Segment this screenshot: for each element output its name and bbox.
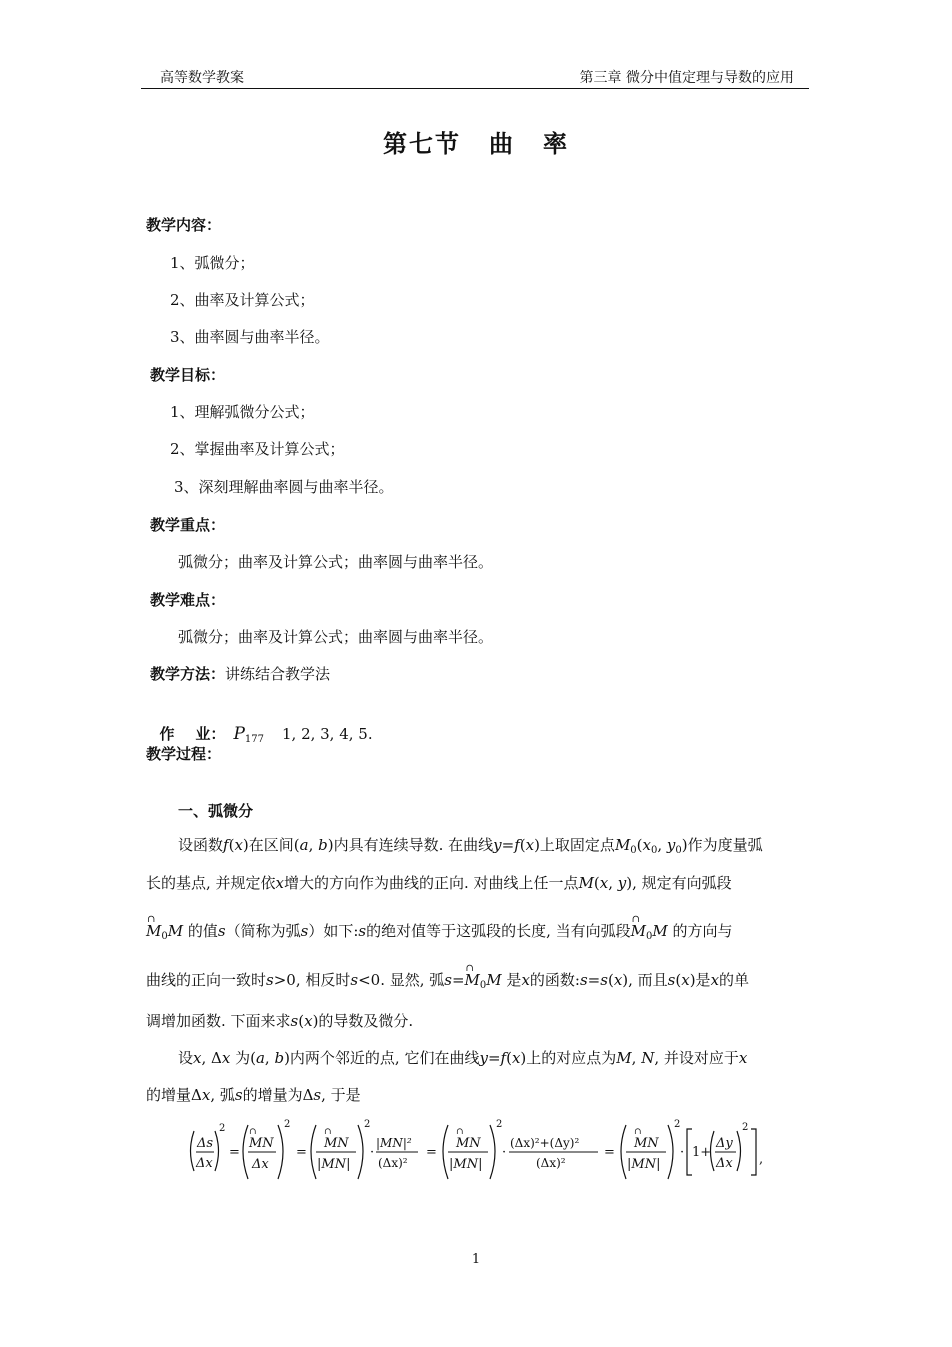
goals-item-2: 2、掌握曲率及计算公式；	[170, 440, 345, 458]
p1-text: (	[593, 874, 600, 892]
p1-var: s	[358, 922, 367, 940]
formula-eq: =	[296, 1145, 307, 1160]
p1-var: s	[290, 1012, 299, 1030]
formula-sq: 2	[219, 1123, 226, 1134]
p2-var: x	[201, 1086, 211, 1104]
homework-label: 作 业：	[159, 725, 226, 743]
p1-sub: 0	[651, 845, 658, 856]
p1-var: x	[234, 836, 243, 854]
homework-page: P	[233, 724, 245, 744]
formula-dx-sq: (Δx)²	[536, 1156, 566, 1170]
p2-var: s	[313, 1086, 322, 1104]
p1-var: x	[275, 874, 285, 892]
header-rule	[141, 88, 809, 89]
p2-text: 为(	[235, 1049, 256, 1067]
p1-sub: 0	[479, 980, 487, 991]
p2-text: =	[487, 1049, 501, 1067]
p1-text: ,	[308, 836, 319, 854]
p1-sub: 0	[645, 931, 653, 942]
p1-var: x	[304, 1012, 313, 1030]
p1-text: )作为度量弧	[681, 836, 763, 854]
p1-text: (	[675, 971, 682, 989]
formula-dot: ·	[680, 1145, 685, 1160]
p1-var: s	[266, 971, 274, 989]
content-item-1: 1、弧微分；	[170, 254, 255, 272]
paragraph1-line5	[146, 1014, 810, 1029]
p1-text: <0. 显然, 弧	[358, 971, 445, 989]
formula-mn-arc: MN	[456, 1136, 481, 1151]
formula-sq: 2	[674, 1119, 681, 1130]
p1-text: (	[607, 971, 614, 989]
header-left: 高等数学教案	[160, 70, 244, 86]
formula-sq: 2	[364, 1119, 371, 1130]
formula-sq: 2	[742, 1122, 749, 1133]
title-part1: 第七节	[383, 129, 461, 158]
p1-text: =	[501, 836, 515, 854]
formula-eq: =	[426, 1145, 437, 1160]
p1-text: 增大的方向作为曲线的正向. 对曲线上任一点	[284, 874, 579, 892]
p1-var: M	[652, 922, 668, 940]
p1-text: )在区间(	[242, 836, 300, 854]
p1-text: ), 而且	[622, 971, 668, 989]
formula-mn-arc: MN	[634, 1136, 659, 1151]
p2-var: a	[255, 1049, 265, 1067]
difficulties-text: 弧微分；曲率及计算公式；曲率圆与曲率半径。	[178, 628, 494, 646]
formula-eq: =	[229, 1145, 240, 1160]
p1-var: f	[514, 836, 520, 854]
goals-item-1: 1、理解弧微分公式；	[170, 403, 315, 421]
p1-text: （简称为弧	[225, 922, 301, 940]
p2-var: s	[234, 1086, 243, 1104]
method-label: 教学方法：	[150, 665, 226, 683]
p1-var: s	[350, 971, 359, 989]
formula-sq: 2	[496, 1119, 503, 1130]
p1-arc-var: ∩ M	[465, 973, 480, 988]
p1-text: )上取固定点	[534, 836, 615, 854]
formula-eq: =	[604, 1145, 615, 1160]
p1-sub: 0	[675, 845, 682, 856]
p1-text: 的单	[719, 971, 750, 989]
formula-sq: 2	[284, 1119, 291, 1130]
page-title	[0, 124, 952, 159]
p2-text: , Δ	[201, 1049, 222, 1067]
formula-abs-mn: |MN|	[449, 1157, 483, 1172]
p1-var: s	[667, 971, 676, 989]
p1-text: 的值	[187, 922, 218, 940]
p1-text: ,	[657, 836, 667, 854]
p1-var: x	[681, 971, 690, 989]
p1-text: (	[519, 836, 526, 854]
formula-abs-mn: |MN|	[627, 1157, 661, 1172]
formula-one-plus: 1+	[692, 1145, 712, 1160]
homework-row	[150, 705, 373, 745]
formula-dx-den: Δx	[716, 1156, 733, 1171]
p1-var: s	[600, 971, 608, 989]
p2-var: N	[641, 1049, 655, 1067]
p2-text: , 于是	[321, 1086, 361, 1104]
p1-var: s	[217, 922, 226, 940]
p2-text: )上的对应点为	[520, 1049, 617, 1067]
p1-text: =	[587, 971, 601, 989]
p1-text: (	[636, 836, 643, 854]
p2-text: , 并设对应于	[654, 1049, 739, 1067]
homework-problems: 1, 2, 3, 4, 5.	[281, 725, 373, 743]
content-item-2: 2、曲率及计算公式；	[170, 291, 315, 309]
p2-var: x	[193, 1049, 202, 1067]
svg-text:∩: ∩	[634, 1127, 642, 1137]
p1-text: 长的基点, 并规定依	[146, 874, 276, 892]
p1-var: x	[613, 971, 623, 989]
formula-comma: ,	[759, 1152, 764, 1167]
p1-arc-var: ∩ M	[631, 924, 646, 939]
p1-var: x	[710, 971, 720, 989]
p2-text: ,	[264, 1049, 275, 1067]
difficulties-label: 教学难点：	[150, 591, 226, 609]
p1-var: b	[318, 836, 328, 854]
p2-text: 设	[178, 1049, 194, 1067]
p2-text: , 弧	[210, 1086, 235, 1104]
p2-text: 的增量Δ	[146, 1086, 202, 1104]
arc-differential-formula	[186, 1117, 776, 1189]
p1-text: 是	[506, 971, 522, 989]
title-part3: 率	[543, 129, 569, 158]
p2-text: 的增量为Δ	[242, 1086, 314, 1104]
p1-text: (	[298, 1012, 305, 1030]
p1-var: a	[299, 836, 309, 854]
p1-text: 曲线的正向一致时	[146, 971, 267, 989]
paragraph1-line4	[146, 973, 810, 993]
svg-text:∩: ∩	[456, 1127, 464, 1137]
p1-var: M	[614, 836, 631, 854]
p1-text: )是	[689, 971, 711, 989]
p1-var: M	[167, 922, 184, 940]
header-right: 第三章 微分中值定理与导数的应用	[579, 70, 794, 86]
keypoints-label: 教学重点：	[150, 516, 226, 534]
formula-dy-num: Δy	[716, 1136, 733, 1151]
p1-var: M	[578, 874, 594, 892]
p1-var: x	[521, 971, 530, 989]
p1-text: )的导数及微分.	[312, 1012, 414, 1030]
p2-var: x	[221, 1049, 231, 1067]
p1-text: ), 规定有向弧段	[626, 874, 732, 892]
process-label: 教学过程：	[146, 745, 222, 763]
p1-sub: 0	[161, 931, 168, 942]
p1-text: 的绝对值等于这弧段的长度, 当有向弧段	[366, 922, 631, 940]
p1-var: x	[599, 874, 609, 892]
formula-abs-mn-sq: |MN|²	[376, 1136, 412, 1150]
p1-text: 的方向与	[672, 922, 733, 940]
formula-sum-sq: (Δx)²+(Δy)²	[510, 1136, 580, 1150]
goals-item-3: 3、深刻理解曲率圆与曲率半径。	[174, 478, 394, 496]
p1-var: y	[493, 836, 502, 854]
content-item-3: 3、曲率圆与曲率半径。	[170, 328, 330, 346]
p1-var: s	[444, 971, 452, 989]
p2-var: x	[511, 1049, 521, 1067]
p1-var: y	[617, 874, 627, 892]
p1-text: 设函数	[178, 836, 224, 854]
formula-dx-sq: (Δx)²	[378, 1156, 408, 1170]
p1-text: 调增加函数. 下面来求	[146, 1012, 291, 1030]
section1-heading: 一、弧微分	[178, 802, 254, 820]
p1-text: ）如下:	[308, 922, 359, 940]
paragraph1-line2	[146, 876, 810, 891]
formula-ds-num: Δs	[197, 1136, 214, 1151]
p1-text: )内具有连续导数. 在曲线	[327, 836, 494, 854]
p1-text: 的函数:	[529, 971, 580, 989]
paragraph1-line3	[146, 924, 810, 944]
homework-page-sub: 177	[244, 734, 264, 745]
paragraph2-line2	[146, 1088, 810, 1103]
p2-var: y	[479, 1049, 488, 1067]
p1-var: f	[223, 836, 229, 854]
p1-var: M	[486, 971, 502, 989]
p1-sub: 0	[630, 845, 637, 856]
p1-text: ,	[608, 874, 618, 892]
method-row	[150, 663, 330, 684]
formula-mn-arc: MN	[249, 1136, 274, 1151]
paragraph2-line1	[146, 1051, 810, 1066]
p1-var: s	[300, 922, 309, 940]
p2-text: )内两个邻近的点, 它们在曲线	[284, 1049, 480, 1067]
method-text: 讲练结合教学法	[225, 665, 331, 683]
svg-text:∩: ∩	[324, 1127, 332, 1137]
formula-mn-arc: MN	[324, 1136, 349, 1151]
p2-var: b	[274, 1049, 285, 1067]
content-label: 教学内容：	[146, 216, 222, 234]
formula-dot: ·	[502, 1145, 507, 1160]
p1-var: x	[525, 836, 535, 854]
p1-var: s	[579, 971, 588, 989]
p1-var: x	[642, 836, 651, 854]
p1-text: (	[228, 836, 235, 854]
p2-var: f	[500, 1049, 507, 1067]
title-part2: 曲	[489, 129, 515, 158]
p1-text: >0, 相反时	[273, 971, 351, 989]
p1-arc-var: ∩ M	[146, 924, 161, 939]
goals-label: 教学目标：	[150, 366, 226, 384]
formula-abs-mn: |MN|	[317, 1157, 351, 1172]
formula-dot: ·	[370, 1145, 375, 1160]
p1-text: =	[451, 971, 465, 989]
p1-var: y	[666, 836, 676, 854]
keypoints-text: 弧微分；曲率及计算公式；曲率圆与曲率半径。	[178, 553, 494, 571]
page-number: 1	[471, 1252, 481, 1267]
p2-var: x	[738, 1049, 748, 1067]
formula-dx-den: Δx	[252, 1157, 269, 1172]
p2-text: ,	[631, 1049, 642, 1067]
paragraph1-line1	[146, 838, 810, 858]
svg-text:∩: ∩	[249, 1127, 257, 1137]
p2-text: (	[506, 1049, 512, 1067]
formula-dx-den: Δx	[196, 1156, 213, 1171]
p2-var: M	[616, 1049, 632, 1067]
